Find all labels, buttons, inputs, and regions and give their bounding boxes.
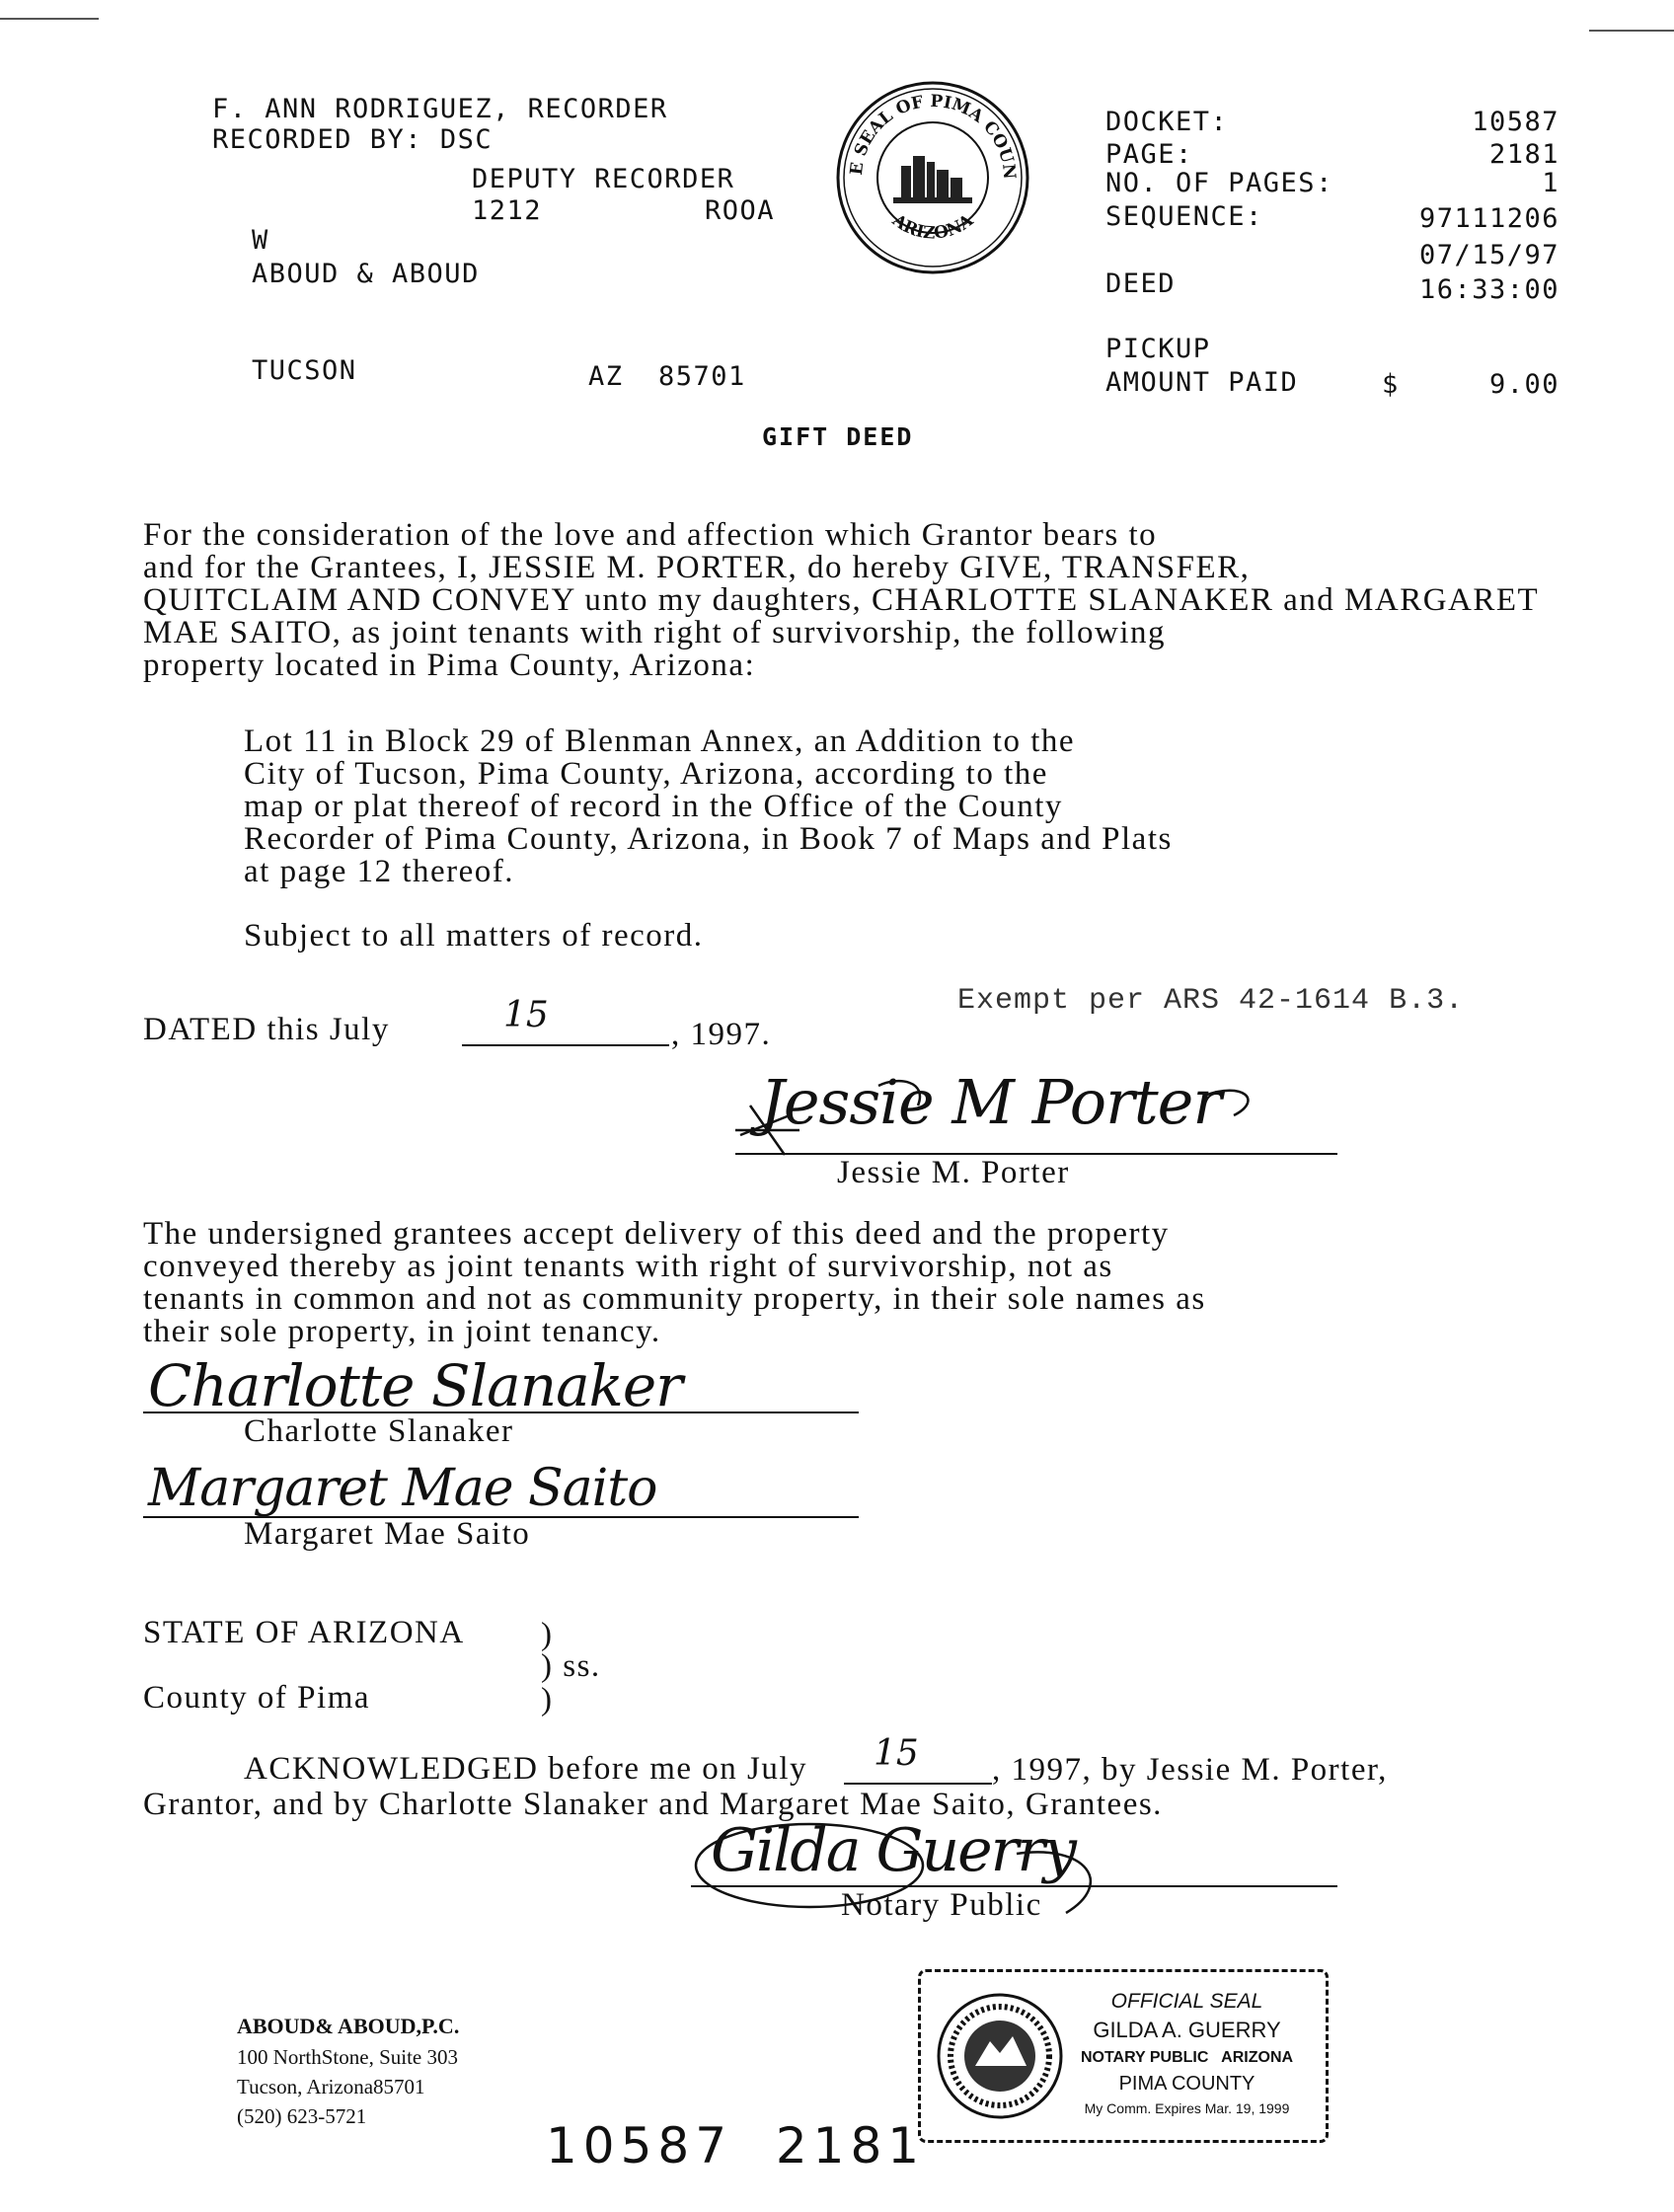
grantor-name: Jessie M. Porter xyxy=(837,1155,1070,1190)
recorded-time: 16:33:00 xyxy=(1418,274,1560,305)
currency-symbol: $ xyxy=(1382,369,1400,400)
acceptance-line-1: The undersigned grantees accept delivery of this deed and the property xyxy=(143,1216,1170,1252)
ack-suffix: , 1997, by Jessie M. Porter, xyxy=(992,1752,1388,1788)
sequence-label: SEQUENCE: xyxy=(1105,201,1263,232)
dated-day-line xyxy=(462,1044,669,1046)
acceptance-line-3: tenants in common and not as community property, in their sole names as xyxy=(143,1281,1206,1317)
seal-top-text: THE SEAL OF PIMA COUNTY xyxy=(825,64,1020,181)
granting-line-5: property located in Pima County, Arizona: xyxy=(143,648,756,683)
deed-title: GIFT DEED xyxy=(762,422,914,451)
sequence-value: 97111206 xyxy=(1418,203,1560,234)
notary-signature: Gilda Guerry xyxy=(711,1816,1075,1885)
arizona-state-seal-icon xyxy=(936,1992,1064,2120)
venue-county: County of Pima xyxy=(143,1680,371,1716)
amount-value: 9.00 xyxy=(1488,369,1560,400)
dated-suffix: , 1997. xyxy=(671,1017,772,1052)
preparer-firm: ABOUD& ABOUD,P.C. xyxy=(237,2014,460,2038)
subject-to: Subject to all matters of record. xyxy=(244,918,704,953)
page-value: 2181 xyxy=(1488,139,1560,170)
legal-line-4: Recorder of Pima County, Arizona, in Book 7 of Maps and Plats xyxy=(244,821,1173,857)
notary-label: Notary Public xyxy=(841,1887,1042,1923)
seal-notary-name: GILDA A. GUERRY xyxy=(1093,2018,1281,2042)
code-right: ROOA xyxy=(705,195,776,226)
legal-line-2: City of Tucson, Pima County, Arizona, according to the xyxy=(244,756,1048,792)
seal-bottom-text: ARIZONA xyxy=(888,210,977,244)
seal-expires: My Comm. Expires Mar. 19, 1999 xyxy=(1084,2100,1290,2116)
granting-line-4: MAE SAITO, as joint tenants with right of survivorship, the following xyxy=(143,615,1166,650)
venue-paren-1: ) xyxy=(541,1617,554,1652)
grantee2-name: Margaret Mae Saito xyxy=(244,1516,531,1552)
dated-prefix: DATED this July xyxy=(143,1012,390,1047)
granting-line-2: and for the Grantees, I, JESSIE M. PORTER, do hereby GIVE, TRANSFER, xyxy=(143,550,1251,585)
return-state-zip: AZ 85701 xyxy=(588,361,746,392)
docket-label: DOCKET: xyxy=(1105,107,1229,137)
legal-line-5: at page 12 thereof. xyxy=(244,854,515,889)
recorder-name: F. ANN RODRIGUEZ, RECORDER xyxy=(212,94,668,124)
dated-day: 15 xyxy=(503,995,549,1035)
acceptance-line-2: conveyed thereby as joint tenants with right of survivorship, not as xyxy=(143,1249,1113,1284)
page-label: PAGE: xyxy=(1105,139,1193,170)
ack-day: 15 xyxy=(874,1733,919,1774)
code-left: 1212 xyxy=(472,195,543,226)
pages-label: NO. OF PAGES: xyxy=(1105,168,1333,198)
legal-line-1: Lot 11 in Block 29 of Blenman Annex, an Addition to the xyxy=(244,724,1076,759)
venue-paren-2: ) xyxy=(541,1682,554,1717)
svg-text:ARIZONA xyxy=(887,210,977,244)
docket-value: 10587 xyxy=(1472,107,1560,137)
grantor-signature: Jessie M Porter xyxy=(760,1066,1222,1138)
recorded-date: 07/15/97 xyxy=(1418,240,1560,270)
doc-type: DEED xyxy=(1105,268,1177,299)
seal-official: OFFICIAL SEAL xyxy=(1110,1990,1263,2013)
pickup-label: PICKUP xyxy=(1105,334,1211,364)
venue-ss: ) ss. xyxy=(541,1648,601,1684)
granting-line-1: For the consideration of the love and affection which Grantor bears to xyxy=(143,517,1158,553)
exemption-note: Exempt per ARS 42-1614 B.3. xyxy=(957,984,1465,1018)
scan-mark-top-right xyxy=(1589,30,1674,32)
grantee2-signature: Margaret Mae Saito xyxy=(148,1459,657,1518)
w-mark: W xyxy=(252,225,269,256)
grantee1-signature: Charlotte Slanaker xyxy=(148,1352,682,1419)
amount-label: AMOUNT PAID xyxy=(1105,367,1299,398)
acceptance-line-4: their sole property, in joint tenancy. xyxy=(143,1314,661,1349)
ack-line-2: Grantor, and by Charlotte Slanaker and Margaret Mae Saito, Grantees. xyxy=(143,1787,1163,1822)
recorded-by: RECORDED BY: DSC xyxy=(212,124,494,155)
seal-county: PIMA COUNTY xyxy=(1118,2073,1256,2095)
deputy-recorder: DEPUTY RECORDER xyxy=(472,164,735,194)
footer-docket-page: 10587 2181 xyxy=(546,2117,926,2174)
return-city: TUCSON xyxy=(252,355,357,386)
granting-line-3: QUITCLAIM AND CONVEY unto my daughters, CHARLOTTE SLANAKER and MARGARET xyxy=(143,582,1540,618)
seal-notary-title: NOTARY PUBLIC ARIZONA xyxy=(1080,2049,1294,2066)
venue-state: STATE OF ARIZONA xyxy=(143,1615,465,1650)
preparer-phone: (520) 623-5721 xyxy=(237,2104,367,2128)
preparer-street: 100 NorthStone, Suite 303 xyxy=(237,2045,458,2069)
pages-value: 1 xyxy=(1542,168,1560,198)
scan-mark-top-left xyxy=(0,18,99,20)
preparer-city: Tucson, Arizona85701 xyxy=(237,2075,425,2098)
grantee1-name: Charlotte Slanaker xyxy=(244,1413,514,1449)
legal-line-3: map or plat thereof of record in the Office of the County xyxy=(244,789,1063,824)
return-to-name: ABOUD & ABOUD xyxy=(252,259,480,289)
ack-prefix: ACKNOWLEDGED before me on July xyxy=(244,1751,808,1787)
ack-day-line xyxy=(844,1783,992,1785)
pima-county-seal xyxy=(825,64,1031,276)
